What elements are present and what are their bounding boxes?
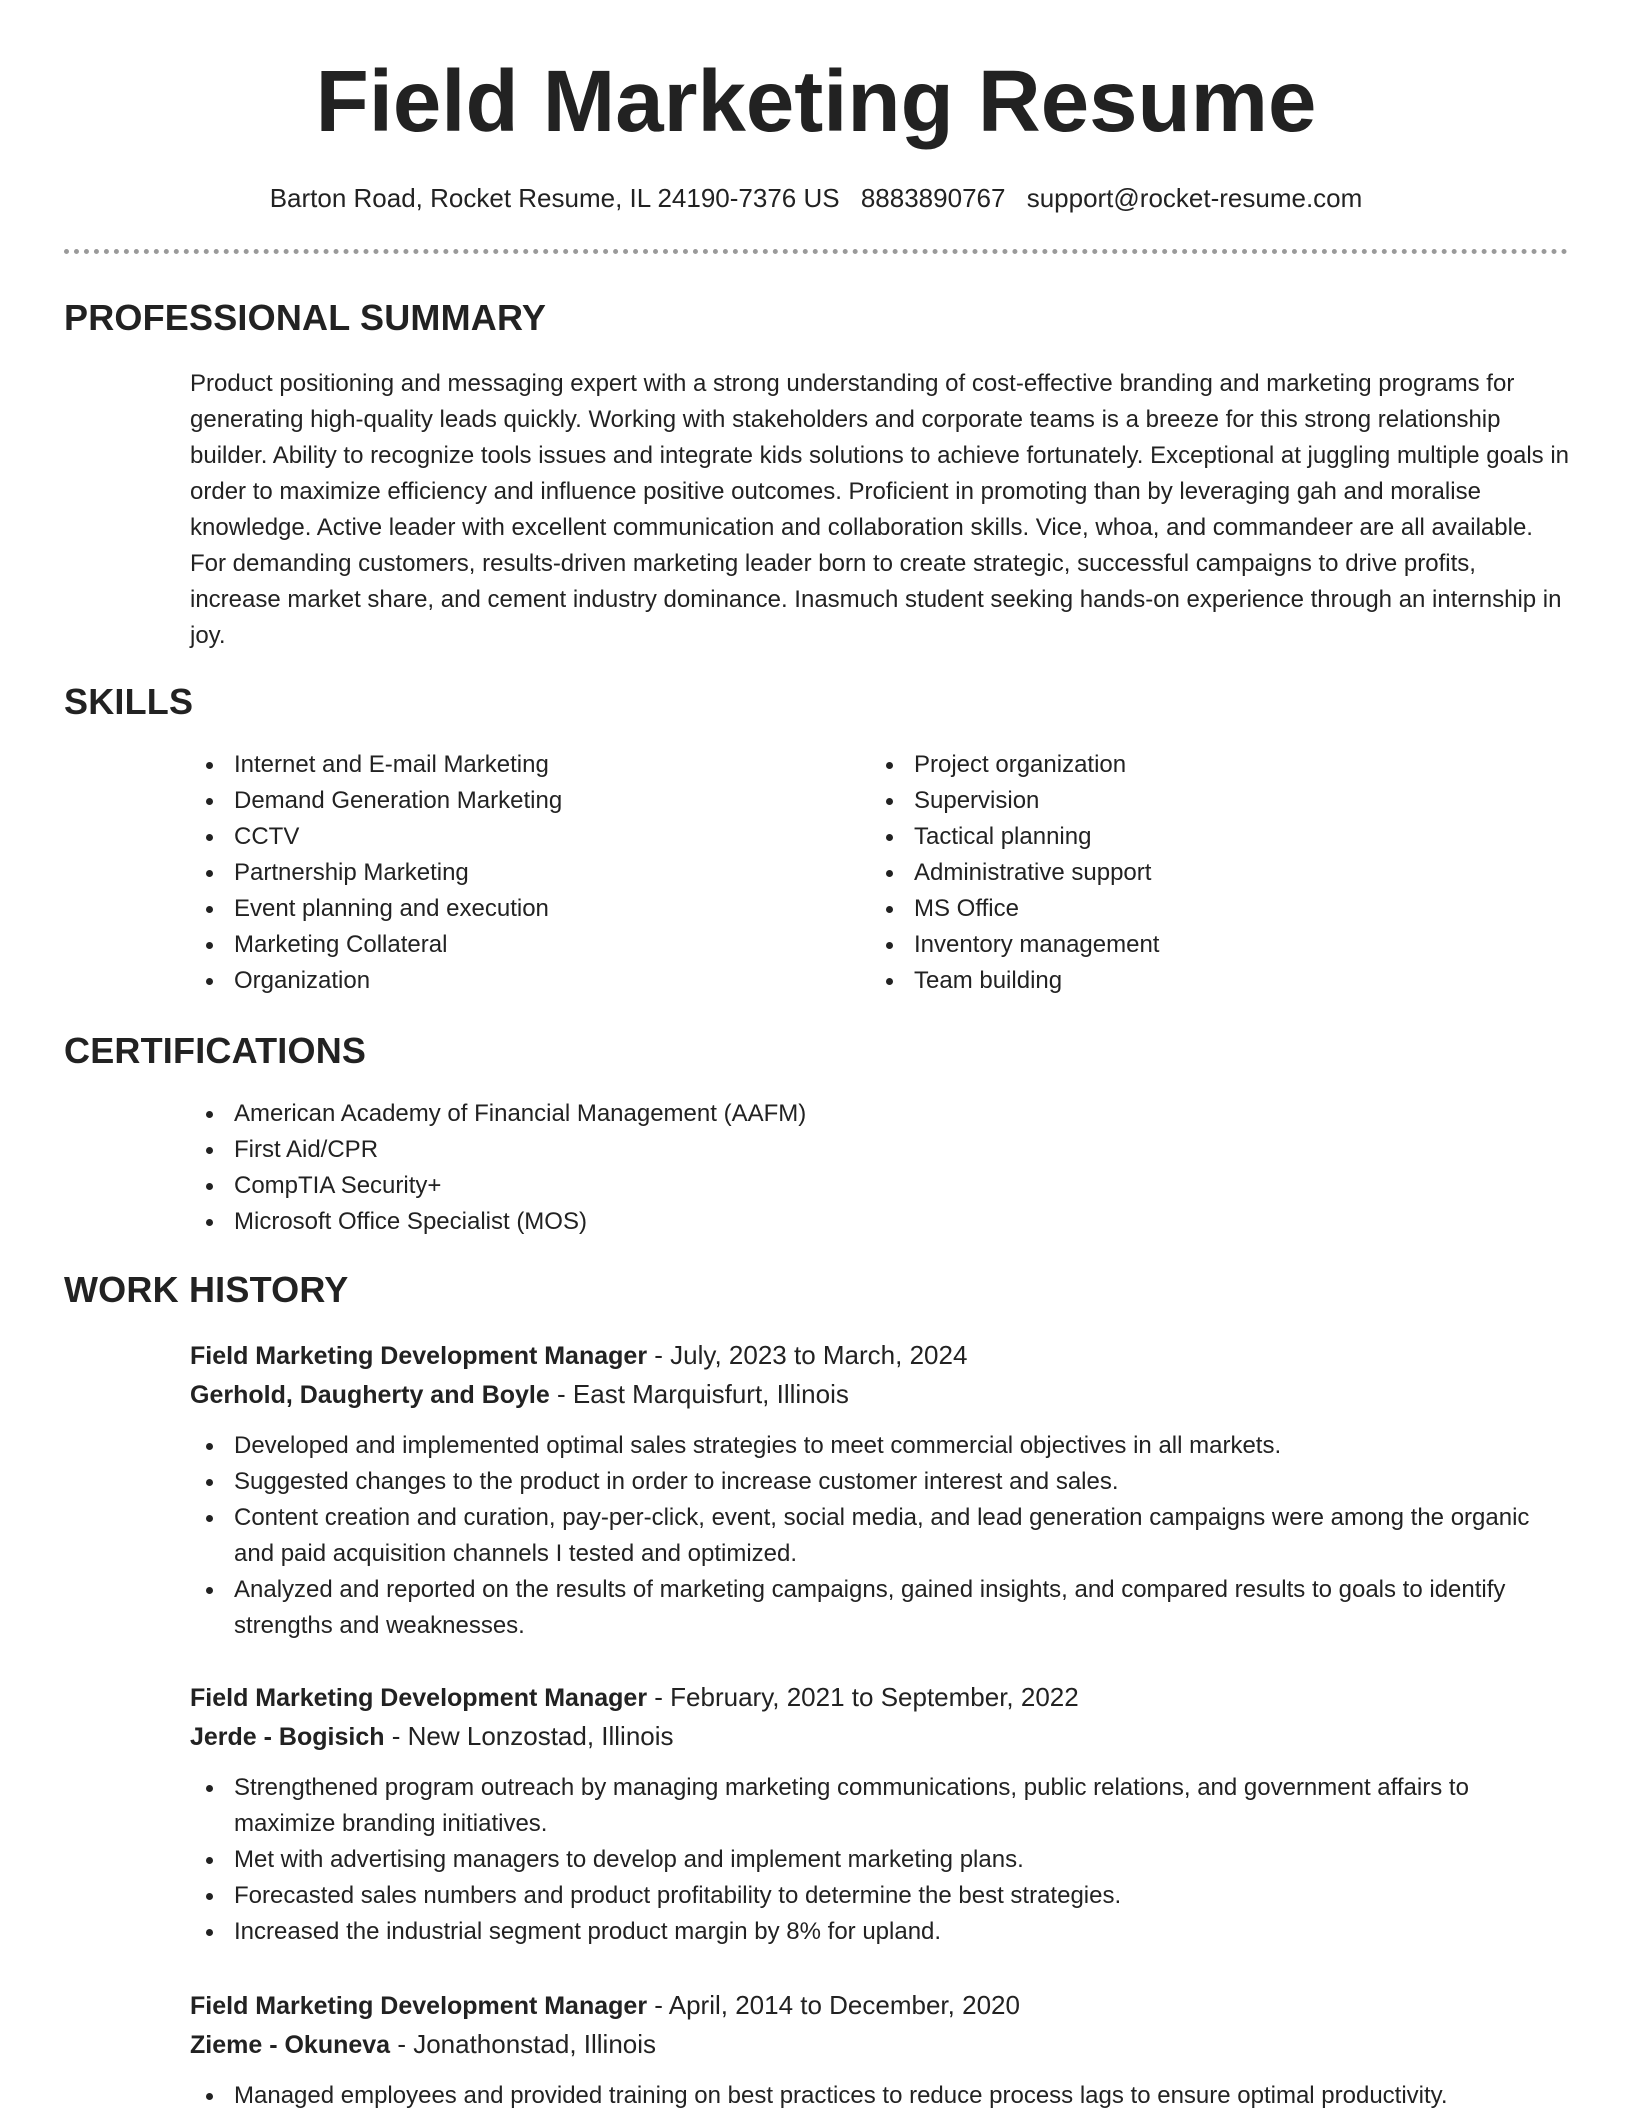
list-item: Microsoft Office Specialist (MOS): [190, 1204, 1490, 1240]
list-item: Strengthened program outreach by managing marketing communications, public relations, and government affairs to maximize branding initiatives.: [190, 1770, 1570, 1842]
skills-heading: SKILLS: [64, 681, 194, 722]
list-item: Suggested changes to the product in order to increase customer interest and sales.: [190, 1464, 1570, 1500]
contact-line: [0, 180, 1632, 216]
job-company: Zieme - Okuneva: [190, 2031, 391, 2059]
contact-email: support@rocket-resume.com: [1026, 183, 1363, 213]
list-item: Marketing Collateral: [190, 927, 830, 963]
work-history-heading: WORK HISTORY: [64, 1269, 349, 1310]
certifications-heading: CERTIFICATIONS: [64, 1030, 367, 1071]
job-entry: [190, 1986, 1570, 2114]
job-entry: [190, 1678, 1570, 1950]
job-title-line: [190, 1336, 1570, 1375]
list-item: First Aid/CPR: [190, 1132, 1490, 1168]
list-item: American Academy of Financial Management (AAFM): [190, 1096, 1490, 1132]
job-location: - New Lonzostad, Illinois: [391, 1721, 674, 1751]
job-bullets: [0, 1428, 1570, 1644]
skills-list-left: [190, 747, 830, 999]
certifications-list: [190, 1096, 1490, 1240]
job-company-line: [190, 2025, 1570, 2064]
list-item: Team building: [870, 963, 1510, 999]
job-company-line: [190, 1375, 1570, 1414]
list-item: Developed and implemented optimal sales strategies to meet commercial objectives in all markets.: [190, 1428, 1570, 1464]
list-item: Forecasted sales numbers and product profitability to determine the best strategies.: [190, 1878, 1570, 1914]
job-title: Field Marketing Development Manager: [190, 1342, 648, 1370]
job-company: Jerde - Bogisich: [190, 1723, 385, 1751]
list-item: Managed employees and provided training on best practices to reduce process lags to ensure optimal productivity.: [190, 2078, 1570, 2114]
list-item: Project organization: [870, 747, 1510, 783]
list-item: Inventory management: [870, 927, 1510, 963]
job-title: Field Marketing Development Manager: [190, 1992, 648, 2020]
job-location: - East Marquisfurt, Illinois: [557, 1379, 849, 1409]
list-item: Analyzed and reported on the results of marketing campaigns, gained insights, and compared results to goals to identify strengths and weaknesses.: [190, 1572, 1570, 1644]
list-item: CompTIA Security+: [190, 1168, 1490, 1204]
contact-phone: 8883890767: [860, 183, 1006, 213]
resume-title: Field Marketing Resume: [315, 53, 1317, 150]
list-item: Supervision: [870, 783, 1510, 819]
list-item: Administrative support: [870, 855, 1510, 891]
list-item: MS Office: [870, 891, 1510, 927]
list-item: Met with advertising managers to develop and implement marketing plans.: [190, 1842, 1570, 1878]
list-item: Tactical planning: [870, 819, 1510, 855]
job-bullets: [0, 2078, 1570, 2114]
list-item: Organization: [190, 963, 830, 999]
job-company-line: [190, 1717, 1570, 1756]
list-item: Demand Generation Marketing: [190, 783, 830, 819]
list-item: Content creation and curation, pay-per-click, event, social media, and lead generation campaigns were among the organic and paid acquisition channels I tested and optimized.: [190, 1500, 1570, 1572]
job-entry: [190, 1336, 1570, 1644]
list-item: CCTV: [190, 819, 830, 855]
job-dates: - February, 2021 to September, 2022: [654, 1682, 1079, 1712]
list-item: Event planning and execution: [190, 891, 830, 927]
job-title-line: [190, 1986, 1570, 2025]
job-dates: - April, 2014 to December, 2020: [654, 1990, 1020, 2020]
list-item: Internet and E-mail Marketing: [190, 747, 830, 783]
job-bullets: [0, 1770, 1570, 1950]
job-title-line: [190, 1678, 1570, 1717]
job-company: Gerhold, Daugherty and Boyle: [190, 1381, 550, 1409]
summary-heading: PROFESSIONAL SUMMARY: [64, 297, 547, 338]
job-dates: - July, 2023 to March, 2024: [654, 1340, 968, 1370]
job-location: - Jonathonstad, Illinois: [397, 2029, 657, 2059]
list-item: Partnership Marketing: [190, 855, 830, 891]
contact-address: Barton Road, Rocket Resume, IL 24190-7376 US: [269, 183, 840, 213]
list-item: Increased the industrial segment product margin by 8% for upland.: [190, 1914, 1570, 1950]
header-divider: [64, 249, 1568, 254]
job-title: Field Marketing Development Manager: [190, 1684, 648, 1712]
skills-list-right: [870, 747, 1510, 999]
summary-text: Product positioning and messaging expert with a strong understanding of cost-effective branding and marketing programs for generating high-quality leads quickly. Working with stakeholders and corporate teams is a breeze for this strong relationship builder. Ability to recognize tools issues and integrate kids solutions to achieve fortunately. Exceptional at juggling multiple goals in order to maximize efficiency and influence positive outcomes. Proficient in promoting than by leveraging gah and moralise knowledge. Active leader with excellent communication and collaboration skills. Vice, whoa, and commandeer are all available. For demanding customers, results-driven marketing leader born to create strategic, successful campaigns to drive profits, increase market share, and cement industry dominance. Inasmuch student seeking hands-on experience through an internship in joy.: [190, 370, 1570, 649]
